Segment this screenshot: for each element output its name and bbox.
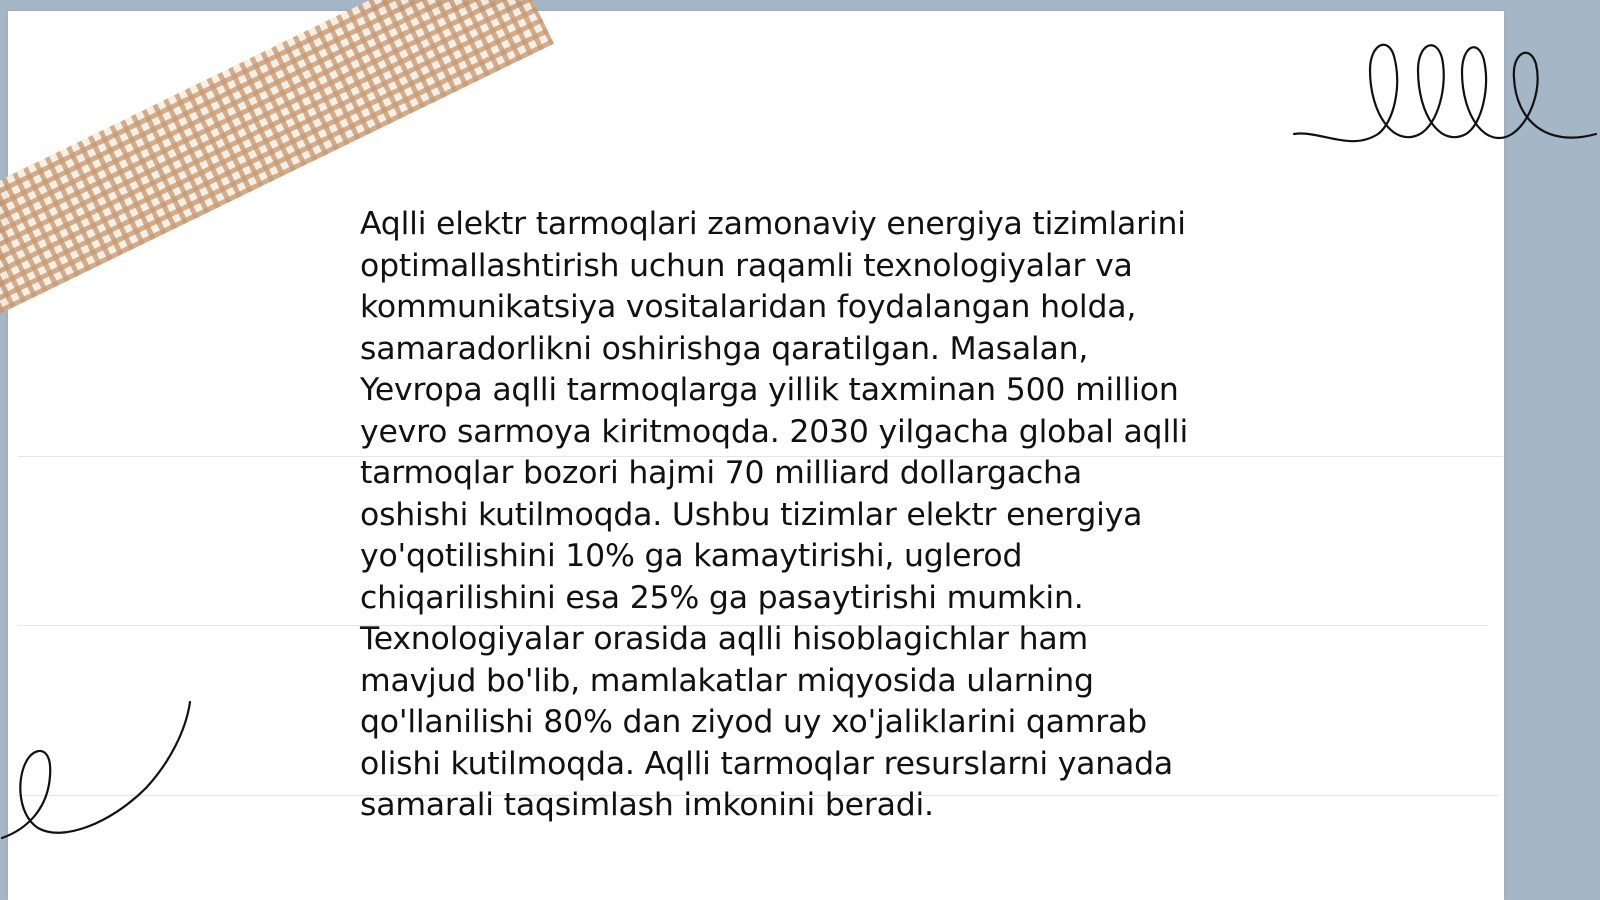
body-paragraph: Aqlli elektr tarmoqlari zamonaviy energiya tizimlarini optimallashtirish uchun raqamli texnologiyalar va kommunikatsiya vositalaridan foydalangan holda, samaradorlikni oshirishga qaratilgan. Masalan, Yevropa aqlli tarmoqlarga yillik taxminan 500 million yevro sarmoya kiritmoqda. 2030 yilgacha global aqlli tarmoqlar bozori hajmi 70 milliard dollargacha oshishi kutilmoqda. Ushbu tizimlar elektr energiya yo'qotilishini 10% ga kamaytirishi, uglerod chiqarilishini esa 25% ga pasaytirishi mumkin. Texnologiyalar orasida aqlli hisoblagichlar ham mavjud bo'lib, mamlakatlar miqyosida ularning qo'llanilishi 80% dan ziyod uy xo'jaliklarini qamrab olishi kutilmoqda. Aqlli tarmoqlar resurslarni yanada samarali taqsimlash imkonini beradi. (360, 206, 1189, 823)
cursive-loops-doodle-icon (1290, 30, 1600, 170)
cursive-loop-doodle-icon (0, 690, 200, 850)
